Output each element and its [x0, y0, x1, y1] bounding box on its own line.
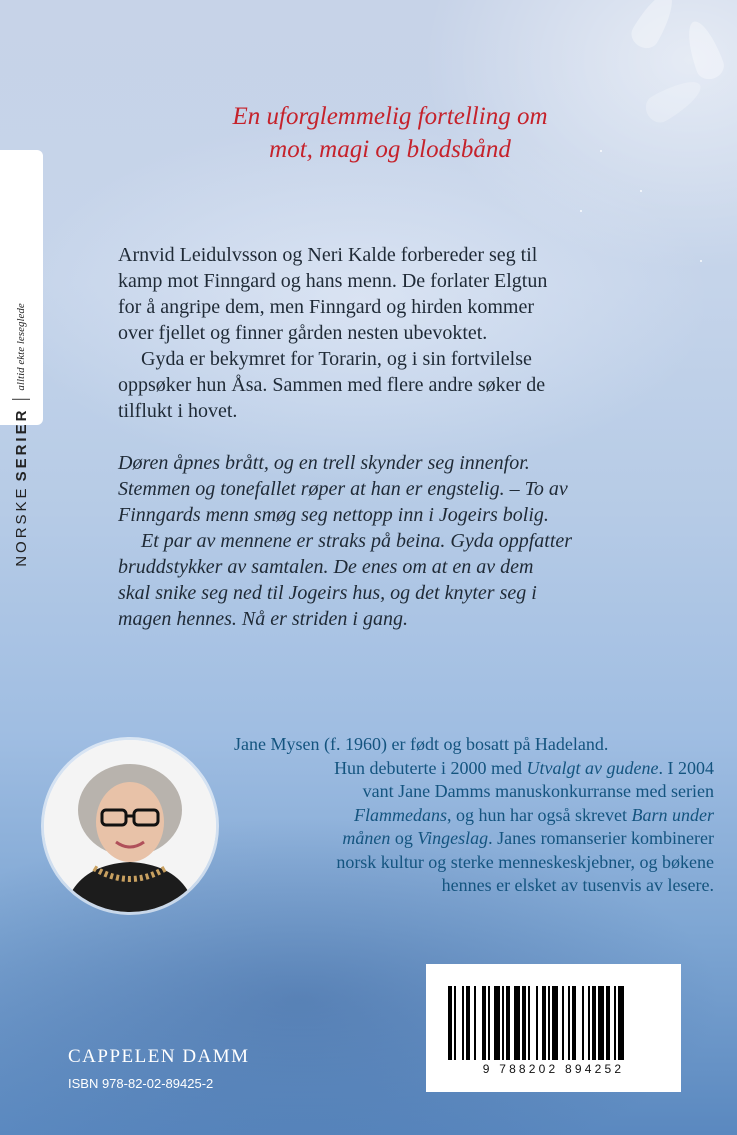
- author-photo: [44, 740, 216, 912]
- barcode: [426, 964, 681, 1092]
- series-name-bold: SERIER: [12, 407, 30, 482]
- blurb-line: kamp mot Finngard og hans menn. De forlater Elgtun: [118, 270, 548, 292]
- publisher-logo: CAPPELEN DAMM: [68, 1046, 250, 1067]
- excerpt-line: bruddstykker av samtalen. De enes om at en av dem: [118, 556, 534, 578]
- tagline-line: En uforglemmelig fortelling om: [232, 103, 548, 130]
- tagline-line: mot, magi og blodsbånd: [269, 136, 511, 163]
- bio-line: Jane Mysen (f. 1960) er født og bosatt på Hadeland.: [234, 734, 609, 754]
- bio-text: . I 2004: [658, 757, 714, 778]
- excerpt-line: skal snike seg ned til Jogeirs hus, og det knyter seg i: [118, 582, 537, 604]
- isbn: ISBN 978-82-02-89425-2: [68, 1076, 214, 1091]
- sparkle: [700, 260, 702, 262]
- book-title: Utvalgt av gudene: [526, 757, 659, 778]
- blurb-line: tilflukt i hovet.: [118, 400, 238, 422]
- bio-text: og: [390, 828, 418, 848]
- sparkle: [640, 190, 642, 192]
- excerpt-line: Stemmen og tonefallet røper at han er engstelig. – To av: [118, 478, 568, 500]
- tagline: [100, 100, 680, 166]
- bio-text: Hun debuterte i 2000 med: [334, 757, 527, 778]
- author-portrait-icon: [44, 740, 216, 912]
- blurb-line: Arnvid Leidulvsson og Neri Kalde forbereder seg til: [118, 244, 538, 266]
- book-title: Barn under: [631, 804, 714, 825]
- leaf-decoration: [681, 17, 728, 83]
- author-bio: [234, 733, 714, 898]
- separator: [12, 399, 30, 400]
- bio-line: [234, 757, 714, 781]
- barcode-number: 9 788202 894252: [482, 1062, 625, 1076]
- book-title: Vingeslag: [417, 828, 489, 848]
- series-sidebar: [0, 150, 43, 567]
- excerpt-line: Finngards menn smøg seg nettopp inn i Jogeirs bolig.: [118, 504, 549, 526]
- book-title: månen: [342, 828, 391, 848]
- bio-text: . Janes romanserier kombinerer: [488, 828, 714, 848]
- book-title: Flammedans: [354, 804, 448, 825]
- blurb-line: Gyda er bekymret for Torarin, og i sin fortvilelse: [141, 348, 532, 370]
- excerpt-line: Døren åpnes brått, og en trell skynder seg innenfor.: [118, 452, 530, 474]
- blurb-line: oppsøker hun Åsa. Sammen med flere andre søker de: [118, 374, 546, 396]
- leaf-decoration: [627, 0, 681, 53]
- blurb: [118, 242, 678, 632]
- blurb-line: for å angripe dem, men Finngard og hirden kommer: [118, 296, 534, 318]
- barcode-icon: [426, 964, 681, 1064]
- series-logo: [12, 303, 30, 567]
- bio-line: [234, 827, 714, 851]
- series-name-light: NORSKE: [12, 485, 30, 567]
- series-slogan: alltid ekte leseglede: [15, 303, 27, 391]
- blurb-line: over fjellet og finner gården nesten ubevoktet.: [118, 322, 488, 344]
- bio-line: [234, 804, 714, 828]
- excerpt-line: magen hennes. Nå er striden i gang.: [118, 608, 408, 630]
- bio-line: norsk kultur og sterke menneskeskjebner, og bøkene: [336, 851, 714, 872]
- bio-line: vant Jane Damms manuskonkurranse med serien: [362, 781, 714, 801]
- bio-line: hennes er elsket av tusenvis av lesere.: [441, 875, 714, 895]
- bio-text: , og hun har også skrevet: [447, 804, 632, 825]
- sparkle: [580, 210, 582, 212]
- excerpt-line: Et par av mennene er straks på beina. Gyda oppfatter: [141, 530, 573, 552]
